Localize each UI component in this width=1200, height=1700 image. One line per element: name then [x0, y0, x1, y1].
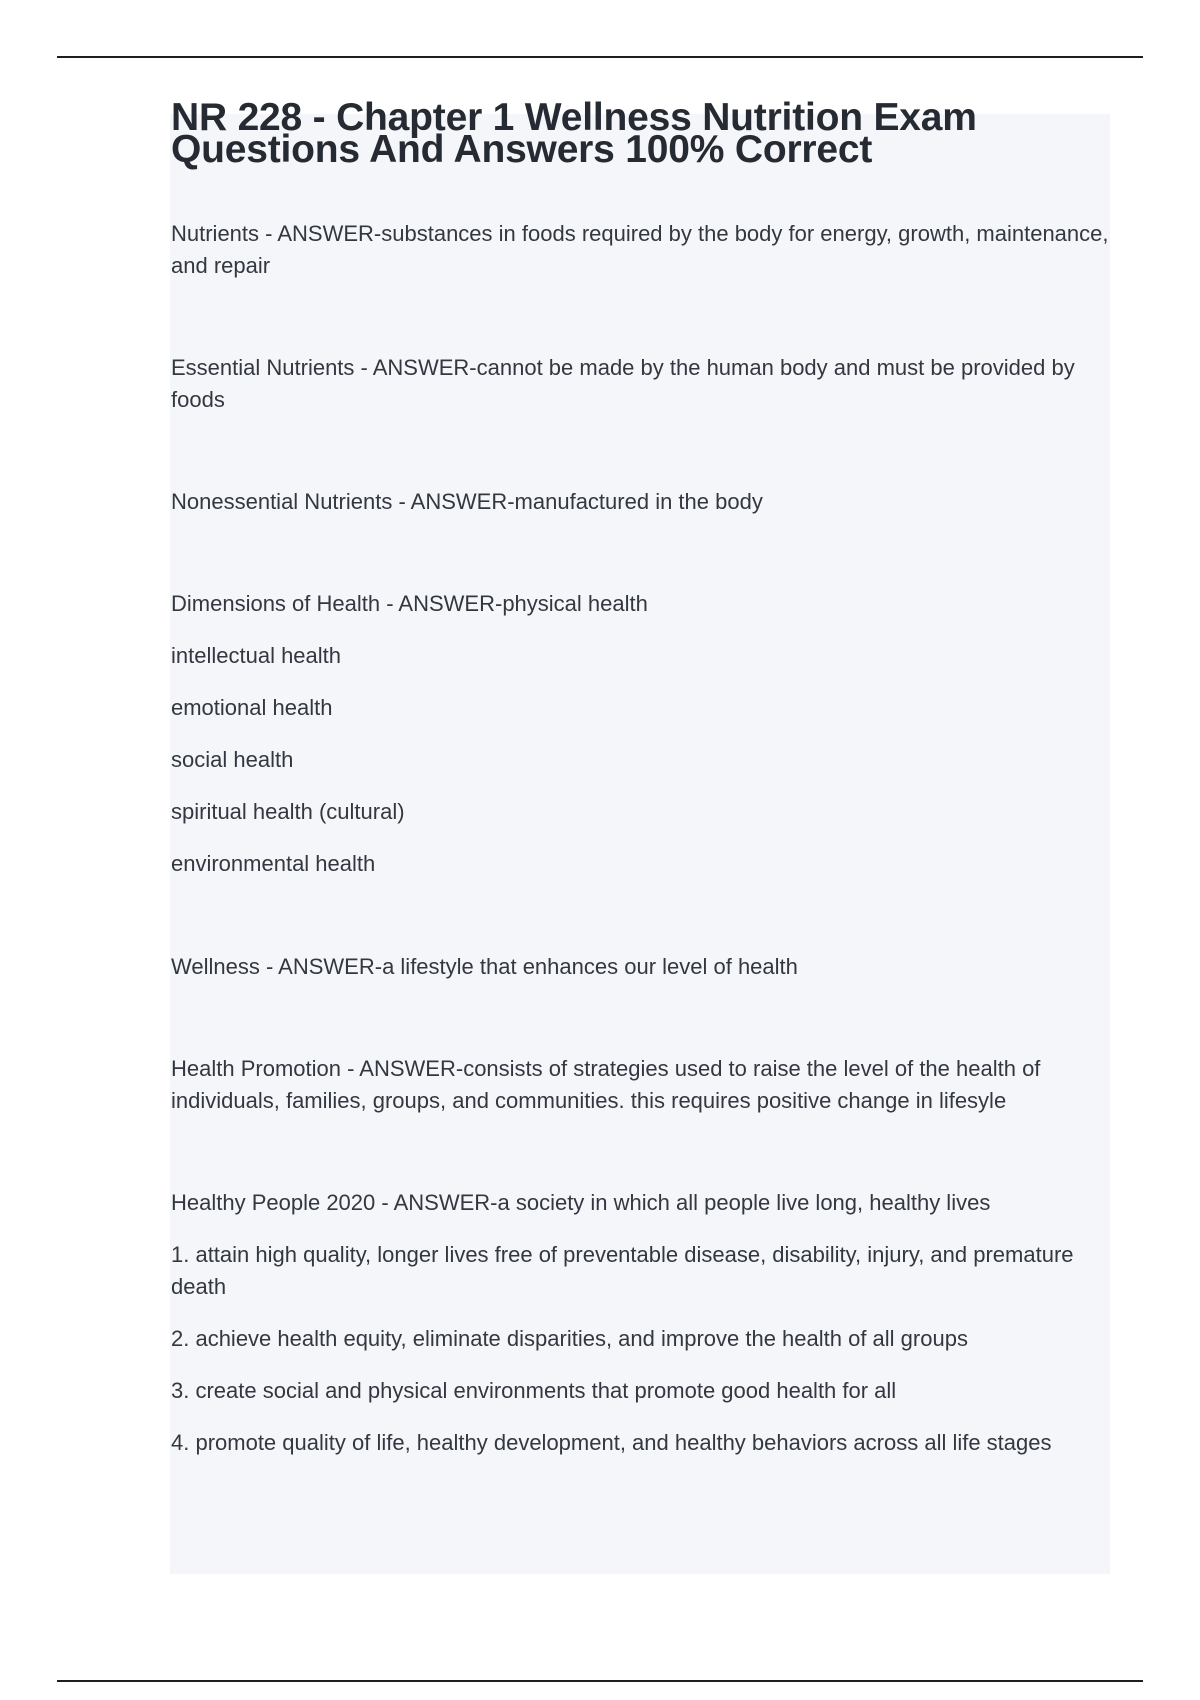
qa-item-health-promotion: [171, 1053, 1111, 1117]
qa-text: Essential Nutrients - ANSWER-cannot be made by the human body and must be provided by foods: [171, 355, 1075, 412]
qa-sub-line: intellectual health: [171, 643, 342, 668]
qa-item-healthy-people-2020: [171, 1187, 1111, 1459]
qa-text: Healthy People 2020 - ANSWER-a society in which all people live long, healthy lives: [171, 1190, 991, 1215]
qa-sub-line: environmental health: [171, 851, 376, 876]
qa-item-essential-nutrients: [171, 352, 1111, 416]
qa-item-nutrients: [171, 218, 1111, 282]
qa-sub-line: 3. create social and physical environments that promote good health for all: [171, 1378, 897, 1403]
qa-text: Dimensions of Health - ANSWER-physical health: [171, 591, 648, 616]
document-body: [171, 96, 1111, 1459]
qa-sub-line: 2. achieve health equity, eliminate disparities, and improve the health of all groups: [171, 1326, 968, 1351]
qa-item-dimensions-of-health: [171, 588, 1111, 880]
qa-sub-line: emotional health: [171, 695, 333, 720]
qa-text: Nutrients - ANSWER-substances in foods required by the body for energy, growth, maintenance, and repair: [171, 221, 1109, 278]
qa-sub-line: social health: [171, 747, 294, 772]
qa-item-wellness: [171, 951, 1111, 983]
bottom-rule: [57, 1680, 1143, 1682]
top-rule: [57, 56, 1143, 58]
qa-item-nonessential-nutrients: [171, 486, 1111, 518]
qa-text: Wellness - ANSWER-a lifestyle that enhances our level of health: [171, 954, 798, 979]
qa-text: Health Promotion - ANSWER-consists of strategies used to raise the level of the health of individuals, families, groups, and communities. this requires positive change in lifesyle: [171, 1056, 1041, 1113]
qa-sub-line: 1. attain high quality, longer lives free of preventable disease, disability, injury, and premature death: [171, 1242, 1074, 1299]
document-title: NR 228 - Chapter 1 Wellness Nutrition Exam Questions And Answers 100% Correct: [171, 96, 977, 171]
qa-sub-line: 4. promote quality of life, healthy development, and healthy behaviors across all life stages: [171, 1430, 1052, 1455]
qa-sub-line: spiritual health (cultural): [171, 799, 405, 824]
qa-text: Nonessential Nutrients - ANSWER-manufactured in the body: [171, 489, 763, 514]
